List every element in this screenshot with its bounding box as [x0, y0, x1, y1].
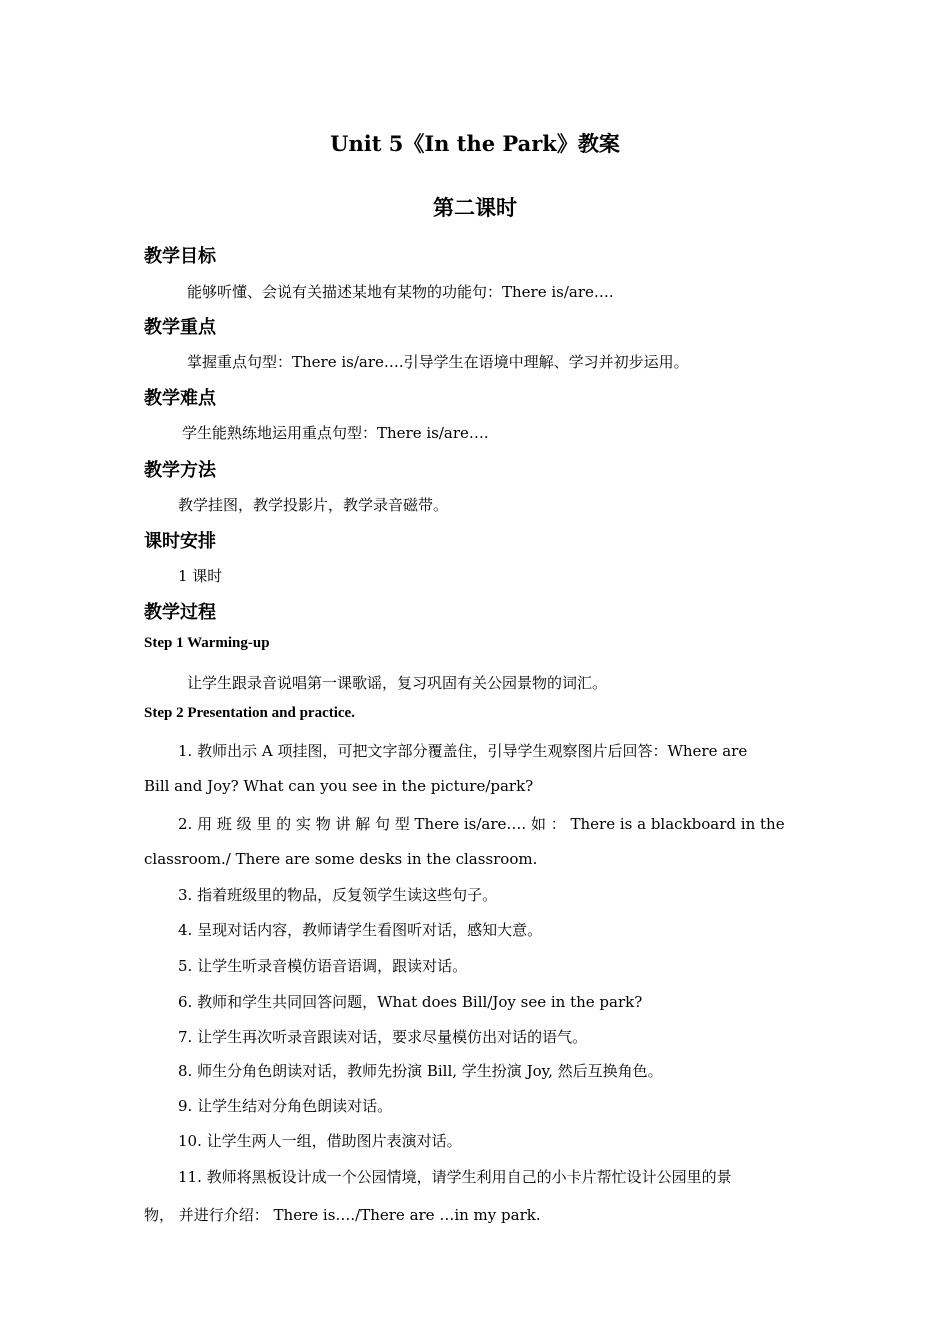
method-text: 教学挂图，教学投影片，教学录音磁带。	[178, 496, 449, 514]
step2-item-3: 3. 指着班级里的物品，反复领学生读这些句子。	[178, 886, 498, 904]
schedule-heading: 课时安排	[144, 531, 216, 552]
step2-item-5: 5. 让学生听录音模仿语音语调，跟读对话。	[178, 957, 468, 975]
step2-item-10: 10. 让学生两人一组，借助图片表演对话。	[178, 1132, 462, 1150]
step2-item-6: 6. 教师和学生共同回答问题，What does Bill/Joy see in the park?	[178, 993, 643, 1011]
schedule-text: 1 课时	[178, 567, 223, 585]
step2-title: Step 2 Presentation and practice.	[144, 705, 355, 721]
step2-item-9: 9. 让学生结对分角色朗读对话。	[178, 1097, 393, 1115]
key-heading: 教学重点	[144, 317, 216, 338]
step1-text: 让学生跟录音说唱第一课歌谣，复习巩固有关公园景物的词汇。	[187, 674, 608, 692]
step2-item-2-line-1: 2. 用 班 级 里 的 实 物 讲 解 句 型 There is/are…. 如 ： There is a blackboard in the	[178, 815, 785, 833]
step2-item-1-line-2: Bill and Joy? What can you see in the picture/park?	[144, 777, 534, 795]
document-title: Unit 5《In the Park》教案	[330, 131, 620, 156]
document-subtitle: 第二课时	[433, 195, 517, 220]
goal-text: 能够听懂、会说有关描述某地有某物的功能句：There is/are….	[187, 283, 614, 301]
step2-item-2-line-2: classroom./ There are some desks in the classroom.	[144, 850, 538, 868]
difficulty-text: 学生能熟练地运用重点句型：There is/are….	[182, 424, 489, 442]
step1-title: Step 1 Warming-up	[144, 635, 270, 651]
process-heading: 教学过程	[144, 602, 216, 623]
goal-heading: 教学目标	[144, 246, 216, 267]
step2-item-11-line-1: 11. 教师将黑板设计成一个公园情境，请学生利用自己的小卡片帮忙设计公园里的景	[178, 1168, 732, 1186]
step2-item-8: 8. 师生分角色朗读对话，教师先扮演 Bill, 学生扮演 Joy, 然后互换角色。	[178, 1062, 663, 1080]
step2-item-1-line-1: 1. 教师出示 A 项挂图，可把文字部分覆盖住，引导学生观察图片后回答：Where are	[178, 742, 748, 760]
method-heading: 教学方法	[144, 460, 216, 481]
key-text: 掌握重点句型：There is/are….引导学生在语境中理解、学习并初步运用。	[187, 353, 689, 371]
step2-item-4: 4. 呈现对话内容，教师请学生看图听对话，感知大意。	[178, 921, 543, 939]
step2-item-11-line-2: 物， 并进行介绍： There is…./There are …in my park.	[144, 1206, 541, 1224]
step2-item-7: 7. 让学生再次听录音跟读对话，要求尽量模仿出对话的语气。	[178, 1028, 588, 1046]
difficulty-heading: 教学难点	[144, 388, 216, 409]
